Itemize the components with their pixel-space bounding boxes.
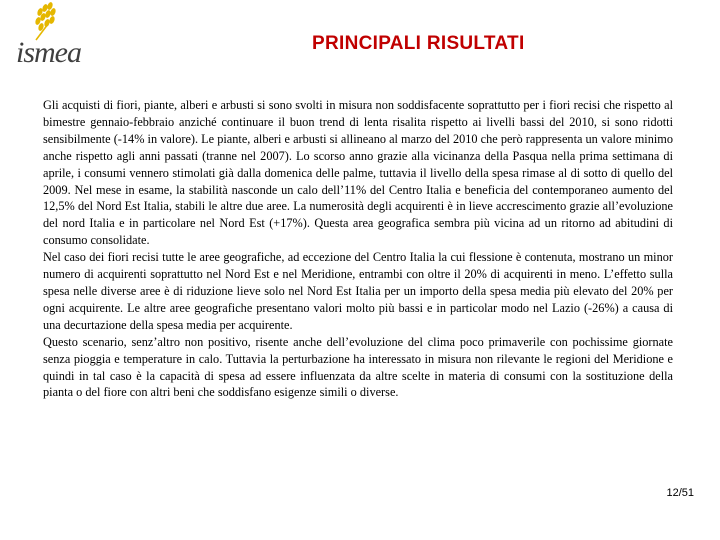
ismea-logo — [12, 2, 108, 70]
logo-wordmark: ismea — [16, 36, 81, 69]
page-title: PRINCIPALI RISULTATI — [312, 33, 525, 54]
paragraph: Questo scenario, senz’altro non positivo, risente anche dell’evoluzione del clima poco primaverile con pochissime giornate senza pioggia e temperature in calo. Tuttavia la perturbazione ha interessato in misura non rilevante le regioni del Meridione e quindi in tal caso è la capacità di spesa ad essere influenzata da altre scelte in materia di consumi con la sostituzione della pianta o del fiore con altri beni che soddisfano esigenze simili o diverse. — [43, 334, 673, 400]
paragraph: Nel caso dei fiori recisi tutte le aree geografiche, ad eccezione del Centro Italia la cui flessione è contenuta, mostrano un minor numero di acquirenti soprattutto nel Nord Est e nel Meridione, entrambi con oltre il 20% di acquirenti in meno. L’effetto sulla spesa nelle diverse aree è di riduzione lieve solo nel Nord Est Italia per un importo della spesa media più elevato del 20% per ogni acquirente. Le altre aree geografiche presentano valori molto più bassi e in particolar modo nel Lazio (-26%) a causa di una decurtazione della spesa media per acquirente. — [43, 250, 673, 332]
page-number: 12/51 — [666, 487, 694, 499]
body-text — [43, 97, 673, 401]
paragraph: Gli acquisti di fiori, piante, alberi e arbusti si sono svolti in misura non soddisfacente soprattutto per i fiori recisi che rispetto al bimestre gennaio-febbraio anziché continuare il buon trend di lenta risalita rispetto ai livelli bassi del 2010, si sono ridotti sensibilmente (-14% in valore). Le piante, alberi e arbusti si allineano al marzo del 2010 che però rappresenta un valore minimo anche rispetto agli anni passati (tranne nel 2007). Lo scorso anno grazie alla vicinanza della Pasqua nella prima settimana di aprile, i consumi vennero stimolati già dalla domenica delle palme, tuttavia il livello della spesa rimase al di sotto di quello del 2009. Nel mese in esame, la stabilità nasconde un calo dell’11% del Centro Italia e beneficia del contemporaneo aumento del 12,5% del Nord Est Italia, stabili le altre due aree. La numerosità degli acquirenti è in lieve accrescimento grazie all’evoluzione del nord Italia e in particolare nel Nord Est (+17%). Questa area geografica sembra più vicina ad un ritorno ad abitudini di consumo consolidate. — [43, 98, 673, 248]
